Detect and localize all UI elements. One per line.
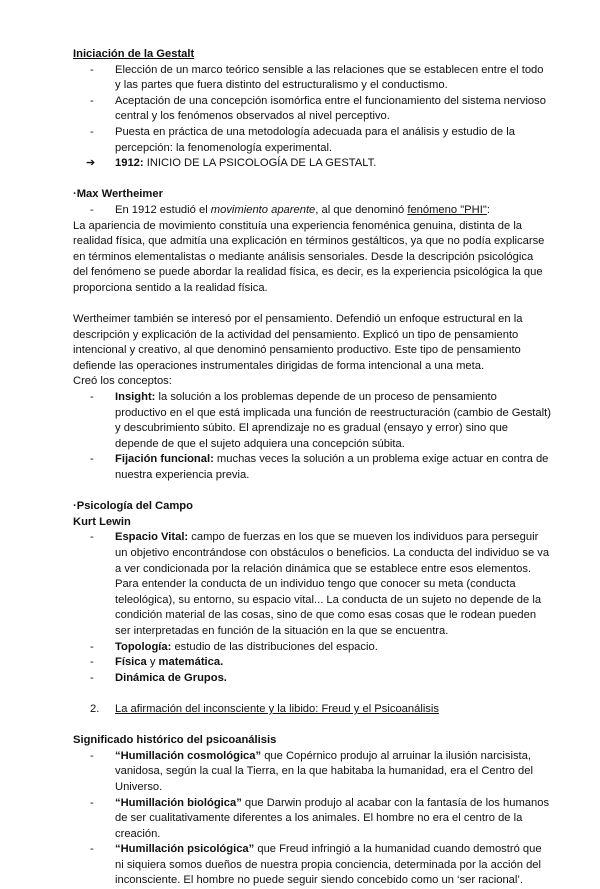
list-item: - Topología: estudio de las distribuciones del espacio. — [90, 640, 378, 653]
cosmo-text: que Copérnico produjo al arruinar la ilusión narcisista, vanidosa, según la cual la Tierra, en la que habitaba la humanidad, era el Centro del Universo. — [115, 749, 533, 793]
gestalt-item-1: Elección de un marco teórico sensible a las relaciones que se establecen entre el todo y las partes que fuera distinto del estructuralismo y el conductismo. — [115, 63, 544, 92]
dinamica-label: Dinámica de Grupos. — [115, 671, 227, 684]
arrow-icon: ➔ — [86, 157, 96, 170]
gestalt-item-3: Puesta en práctica de una metodología adecuada para el análisis y estudio de la percepción: la fenomenología experimental. — [115, 125, 515, 154]
gestalt-item-2: Aceptación de una concepción isomórfica entre el funcionamiento del sistema nervioso central y los fenómenos observados al nivel perceptivo. — [115, 94, 546, 123]
list-item: - Aceptación de una concepción isomórfica entre el funcionamiento del sistema nervioso central y los fenómenos observados al nivel perceptivo. — [90, 94, 546, 123]
fisica-label: Física — [115, 656, 147, 669]
wertheimer-item-text: : — [486, 203, 490, 216]
cosmo-label: “Humillación cosmológica” — [115, 749, 262, 762]
section-title: La afirmación del inconsciente y la libido: Freud y el Psicoanálisis — [115, 702, 439, 715]
list-item: - Puesta en práctica de una metodología adecuada para el análisis y estudio de la percepción: la fenomenología experimental. — [90, 125, 515, 154]
wertheimer-para-2: Wertheimer también se interesó por el pensamiento. Defendió un enfoque estructural en la descripción y explicación de la actividad del pensamiento. Explicó un tipo de pensamiento intencional y creativo, al que denominó pensamiento productivo. Este tipo de pensamiento defiende las operaciones instrumentales dirigidas de forma intencional a una meta. — [73, 313, 523, 372]
list-item — [73, 156, 551, 172]
wertheimer-item-underline: fenómeno "PHI" — [407, 203, 487, 216]
espacio-label: Espacio Vital: — [115, 531, 189, 544]
psi-text: que Freud infringió a la humanidad cuando demostró que ni siquiera somos dueños de nuestra propia conciencia, determinada por la acción del inconsciente. El hombre no puede seguir siendo concebido como un ‘ser racional’. — [115, 843, 542, 887]
wertheimer-item-italic: movimiento aparente — [210, 203, 316, 216]
topologia-label: Topología: — [115, 640, 172, 653]
bio-text: que Darwin produjo al acabar con la fantasía de los humanos de ser cualitativamente diferentes a los animales. El hombre no era el centro de la creación. — [115, 796, 550, 840]
list-item: - Dinámica de Grupos. — [90, 671, 227, 684]
list-item: - Espacio Vital: campo de fuerzas en los que se mueven los individuos para perseguir un objetivo encontrándose con obstáculos o beneficios. La conducta del individuo se va a ver condicionada por la relación dinámica que se establece entre esos elementos. — [90, 531, 550, 575]
document-page — [73, 47, 551, 889]
insight-label: Insight: — [115, 391, 156, 404]
espacio-extra: Para entender la conducta de un individuo tengo que conocer su meta (conducta teleológica), su entorno, su espacio vital... La conducta de un sujeto no depende de la condición material de las cosas, sino de que como esas cosas que le rodean pueden ser interpretadas en función de la situación en la que se encuentra. — [115, 578, 542, 637]
list-item: - “Humillación cosmológica” que Copérnico produjo al arruinar la ilusión narcisista, vanidosa, según la cual la Tierra, en la que habitaba la humanidad, era el Centro del Universo. — [90, 749, 533, 793]
topologia-text: estudio de las distribuciones del espacio. — [171, 640, 378, 653]
fijacion-text: muchas veces la solución a un problema exige actuar en contra de nuestra experiencia previa. — [115, 453, 549, 482]
list-item: - Insight: la solución a los problemas depende de un proceso de pensamiento productivo en el que está implicada una función de reestructuración (cambio de Gestalt) y descubrimiento súbito. El aprendizaje no es gradual (ensayo y error) sino que depende de que el sujeto adquiera una concepción súbita. — [90, 391, 551, 450]
fisica-mid: y — [146, 656, 159, 669]
gestalt-heading: Iniciación de la Gestalt — [73, 48, 195, 60]
wertheimer-item-text: En 1912 estudió el — [115, 203, 211, 216]
wertheimer-para-1: La apariencia de movimiento constituía una experiencia fenoménica genuina, distinta de la realidad física, que admitía una explicación en términos gestálticos, ya que no podía explicarse en términos elementalistas o mediante análisis sensoriales. Desde la descripción psicológica del fenómeno se puede abordar la realidad física, es decir, es la experiencia psicológica la que proporciona sentido a la realidad física. — [73, 219, 545, 294]
psico-heading: Significado histórico del psicoanálisis — [73, 734, 277, 747]
list-item: - Física y matemática. — [90, 656, 224, 669]
list-item: - “Humillación psicológica” que Freud infringió a la humanidad cuando demostró que ni siquiera somos dueños de nuestra propia conciencia, determinada por la acción del inconsciente. El hombre no puede seguir siendo concebido como un ‘ser racional’. — [90, 843, 542, 887]
concepts-intro: Creó los conceptos: — [73, 375, 172, 388]
list-item: - En 1912 estudió el movimiento aparente, al que denominó fenómeno "PHI": — [90, 203, 490, 216]
section-number: 2. — [90, 702, 100, 715]
gestalt-year: 1912: — [115, 157, 144, 170]
wertheimer-heading: ·Max Wertheimer — [73, 188, 163, 201]
wertheimer-item-text: , al que denominó — [315, 203, 408, 216]
list-item: - “Humillación biológica” que Darwin produjo al acabar con la fantasía de los humanos de ser cualitativamente diferentes a los animales. El hombre no era el centro de la creación. — [90, 796, 550, 840]
psi-label: “Humillación psicológica” — [115, 843, 255, 856]
fijacion-label: Fijación funcional: — [115, 453, 214, 466]
gestalt-milestone: INICIO DE LA PSICOLOGÍA DE LA GESTALT. — [143, 157, 377, 170]
matematica-label: matemática. — [158, 656, 224, 669]
list-item: - Fijación funcional: muchas veces la solución a un problema exige actuar en contra de nuestra experiencia previa. — [90, 453, 549, 482]
espacio-text: campo de fuerzas en los que se mueven los individuos para perseguir un objetivo encontrándose con obstáculos o beneficios. La conducta del individuo se va a ver condicionada por la relación dinámica que se establece entre esos elementos. — [115, 531, 550, 575]
insight-text: la solución a los problemas depende de un proceso de pensamiento productivo en el que está implicada una función de reestructuración (cambio de Gestalt) y descubrimiento súbito. El aprendizaje no es gradual (ensayo y error) sino que depende de que el sujeto adquiera una concepción súbita. — [115, 391, 551, 450]
campo-author: Kurt Lewin — [73, 515, 131, 528]
campo-heading: ·Psicología del Campo — [73, 500, 193, 513]
bio-label: “Humillación biológica” — [115, 796, 242, 809]
section-2-heading — [73, 702, 551, 718]
list-item: - Elección de un marco teórico sensible a las relaciones que se establecen entre el todo y las partes que fuera distinto del estructuralismo y el conductismo. — [90, 63, 544, 92]
